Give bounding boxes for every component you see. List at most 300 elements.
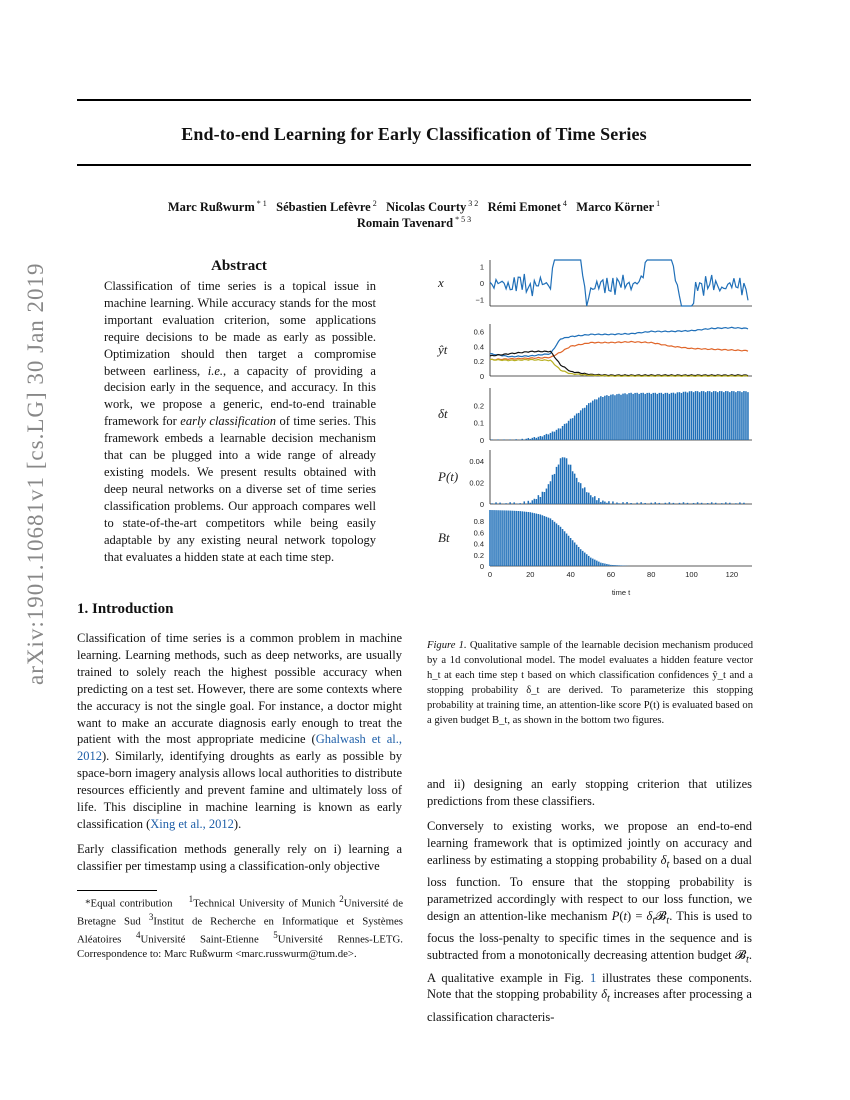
bar xyxy=(711,502,713,504)
bar xyxy=(578,547,580,566)
bar xyxy=(614,395,616,440)
bar xyxy=(544,492,546,504)
x-axis-label: x xyxy=(438,275,444,290)
bar xyxy=(503,439,505,440)
bar xyxy=(743,391,745,440)
bar xyxy=(669,502,671,504)
bar xyxy=(574,542,576,566)
figure-1 xyxy=(424,258,764,608)
y-tick-label: −1 xyxy=(475,295,484,305)
bar xyxy=(586,405,588,440)
top-rule xyxy=(77,99,751,101)
bar xyxy=(727,391,729,440)
bar xyxy=(574,474,576,504)
bar xyxy=(610,565,612,566)
bar xyxy=(497,510,499,566)
p-axis-label: P(t) xyxy=(438,469,459,484)
bar xyxy=(580,410,582,440)
bar xyxy=(661,393,663,440)
bar xyxy=(536,514,538,566)
y-tick-label: 0.2 xyxy=(473,550,484,560)
bar xyxy=(534,499,536,504)
bar xyxy=(608,564,610,566)
y-tick-label: 0.02 xyxy=(469,478,484,488)
bar xyxy=(632,394,634,440)
bar xyxy=(626,502,628,504)
bar xyxy=(600,563,602,566)
bar xyxy=(582,551,584,566)
bar xyxy=(511,511,513,566)
y-tick-label: 0.2 xyxy=(473,401,484,411)
x-tick-label: 120 xyxy=(725,570,739,579)
bar xyxy=(560,458,562,504)
bar xyxy=(731,391,733,440)
bar xyxy=(592,559,594,566)
bar xyxy=(693,392,695,440)
bar xyxy=(711,392,713,440)
bar xyxy=(695,391,697,440)
figure-ref-link[interactable]: 1 xyxy=(589,970,597,985)
bar xyxy=(630,503,632,504)
bar xyxy=(526,512,528,566)
bar xyxy=(659,393,661,440)
bar xyxy=(524,501,526,504)
author-affiliation-marker: * 5 3 xyxy=(453,215,472,224)
author-affiliation-marker: 1 xyxy=(654,199,661,208)
bar xyxy=(574,416,576,440)
y-tick-label: 0.6 xyxy=(473,327,484,337)
title-rule xyxy=(77,164,751,166)
bar xyxy=(652,393,654,440)
bar xyxy=(509,502,511,504)
bar xyxy=(550,518,552,566)
bar xyxy=(739,391,741,440)
bar xyxy=(566,458,568,504)
bar xyxy=(705,392,707,440)
bar xyxy=(693,503,695,504)
bar xyxy=(725,391,727,440)
bar xyxy=(540,514,542,566)
author-list xyxy=(77,199,751,215)
bar xyxy=(701,503,703,504)
bar xyxy=(669,394,671,440)
bar xyxy=(521,511,523,566)
bar xyxy=(564,531,566,566)
bar xyxy=(560,527,562,566)
bar xyxy=(499,503,501,504)
bar xyxy=(598,562,600,566)
y-tick-label: 1 xyxy=(479,262,484,272)
bar xyxy=(576,414,578,441)
bar xyxy=(741,392,743,440)
bar xyxy=(584,553,586,566)
bar xyxy=(562,457,564,504)
bar xyxy=(536,438,538,440)
x-axis-title: time t xyxy=(611,588,631,597)
series-line-x xyxy=(490,260,748,306)
bar xyxy=(526,439,528,440)
y-tick-label: 0 xyxy=(479,436,484,445)
bar xyxy=(655,502,657,504)
bar xyxy=(566,534,568,566)
y-tick-label: 0.1 xyxy=(473,418,484,428)
bar xyxy=(550,433,552,440)
bar xyxy=(521,439,523,440)
bar xyxy=(608,396,610,440)
bar xyxy=(513,511,515,566)
bar xyxy=(568,465,570,504)
author-name: Marco Körner xyxy=(576,200,655,215)
bar xyxy=(592,497,594,504)
bar xyxy=(513,502,515,504)
series-line-class-black xyxy=(490,351,748,376)
bar xyxy=(681,393,683,440)
bar xyxy=(491,510,493,566)
bar xyxy=(691,391,693,440)
bar xyxy=(687,503,689,504)
bar xyxy=(659,503,661,504)
x-tick-label: 100 xyxy=(685,570,698,579)
bar xyxy=(562,529,564,566)
bar xyxy=(570,538,572,566)
series-line-class-orange xyxy=(490,341,748,359)
bar xyxy=(610,395,612,440)
bar xyxy=(604,564,606,566)
bar xyxy=(588,493,590,504)
bar xyxy=(590,403,592,440)
y-tick-label: 0.4 xyxy=(473,342,484,352)
y-tick-label: 0 xyxy=(479,279,484,288)
bar xyxy=(594,560,596,566)
bar xyxy=(538,514,540,566)
bar xyxy=(618,503,620,504)
right-column-text: and ii) designing an early stopping criterion that utilizes predictions from these classifiers. Conversely to existing works, we propose an end-to-end learning framework that is optimized jointly on accuracy and earliness by estimating a stopping probability $\delta_t$ based on a dual loss function. To ensure that the stopping probability is parametrized accordingly with respect to our loss function, we design an attention-like mechanism $P(t) = \delta_t𝓑_t$. This is used to focus the loss-penalty to specific times in the sequence and is subtracted from a monotonically decreasing attention budget 𝓑$_t$. A qualitative example in Fig. 1 illustrates these components. Note that the stopping probability $\delta_t$ increases after processing a classification characteris- xyxy=(427,777,752,1024)
author-name: Romain Tavenard xyxy=(356,216,454,231)
bar xyxy=(564,457,566,504)
bar xyxy=(689,391,691,440)
bar xyxy=(552,520,554,566)
bar xyxy=(499,510,501,566)
bar xyxy=(673,503,675,504)
bar xyxy=(568,536,570,566)
bar xyxy=(542,436,544,440)
bar xyxy=(618,565,620,566)
bar xyxy=(517,511,519,566)
bar xyxy=(715,503,717,504)
figure-caption: Figure 1. Qualitative sample of the learnable decision mechanism produced by a 1d convolutional model. The model evaluates a hidden feature vector h_t at each time step t based on which classification confidences ŷ_t and a stopping probability δ_t are derived. To parameterize this stopping probability at training time, an attention-like score P(t) is evaluated based on a given budget B_t, as shown in the bottom two figures. xyxy=(427,640,753,726)
bar xyxy=(546,489,548,504)
bar xyxy=(721,391,723,440)
bar xyxy=(528,501,530,504)
bar xyxy=(532,513,534,566)
bar xyxy=(546,434,548,440)
section-heading-introduction: 1. Introduction xyxy=(77,601,174,617)
bar xyxy=(596,500,598,504)
bar xyxy=(622,394,624,440)
citation-link[interactable]: Xing et al., 2012 xyxy=(150,816,234,831)
bar xyxy=(534,437,536,440)
bar xyxy=(598,498,600,504)
bar xyxy=(491,439,493,440)
bar xyxy=(640,393,642,440)
bar xyxy=(624,393,626,440)
bar xyxy=(515,439,517,440)
bar xyxy=(586,554,588,566)
bar xyxy=(542,515,544,566)
bar xyxy=(505,510,507,566)
bar xyxy=(536,499,538,504)
bar xyxy=(497,439,499,440)
bar xyxy=(685,392,687,440)
bar xyxy=(622,502,624,504)
bar xyxy=(602,501,604,504)
bar xyxy=(588,403,590,440)
bar xyxy=(580,483,582,504)
author-affiliation-marker: 3 2 xyxy=(466,199,479,208)
bar xyxy=(665,503,667,504)
bar xyxy=(596,399,598,440)
bar xyxy=(562,426,564,440)
bar xyxy=(644,503,646,504)
author-affiliation-marker: 4 xyxy=(560,199,567,208)
bar xyxy=(650,503,652,504)
bar xyxy=(558,465,560,504)
bar xyxy=(586,492,588,504)
bar xyxy=(580,549,582,566)
bar xyxy=(703,391,705,440)
bar xyxy=(646,393,648,440)
author-name: Rémi Emonet xyxy=(487,200,561,215)
bar xyxy=(612,394,614,440)
bar xyxy=(673,393,675,440)
bar xyxy=(588,556,590,566)
bar xyxy=(590,495,592,504)
bar xyxy=(524,512,526,566)
bar xyxy=(582,488,584,504)
bar xyxy=(570,465,572,504)
bar xyxy=(612,501,614,504)
bar xyxy=(538,437,540,440)
figure-1-plot xyxy=(424,258,764,603)
bar xyxy=(566,423,568,440)
bar xyxy=(707,503,709,504)
bar xyxy=(636,503,638,504)
y-tick-label: 0.8 xyxy=(473,517,484,527)
bar xyxy=(570,419,572,440)
bar xyxy=(679,503,681,504)
bar xyxy=(606,395,608,440)
bar xyxy=(548,518,550,566)
y-tick-label: 0 xyxy=(479,500,484,509)
bar xyxy=(544,516,546,566)
bar xyxy=(612,565,614,566)
bar xyxy=(507,511,509,567)
bar xyxy=(560,429,562,440)
bar xyxy=(489,510,491,566)
bar xyxy=(572,418,574,440)
bar xyxy=(554,522,556,566)
bar xyxy=(515,511,517,566)
bar xyxy=(540,436,542,440)
bar xyxy=(687,393,689,440)
y-tick-label: 0 xyxy=(479,562,484,571)
bar xyxy=(594,496,596,504)
bar xyxy=(556,467,558,504)
bar xyxy=(679,392,681,440)
bar xyxy=(495,502,497,504)
bar xyxy=(532,500,534,504)
bar xyxy=(663,394,665,440)
bar xyxy=(630,393,632,440)
bar xyxy=(491,503,493,504)
bar xyxy=(604,502,606,504)
paper-title: End-to-end Learning for Early Classification of Time Series xyxy=(181,124,647,144)
bar xyxy=(493,510,495,566)
author-list-line2 xyxy=(77,215,751,231)
bar xyxy=(532,438,534,440)
bar xyxy=(743,503,745,504)
bar xyxy=(636,393,638,440)
bar xyxy=(576,545,578,566)
bar xyxy=(628,393,630,440)
bar xyxy=(648,393,650,440)
bar xyxy=(620,565,622,566)
bar xyxy=(655,393,657,440)
bar xyxy=(675,394,677,440)
bar xyxy=(729,503,731,504)
bar xyxy=(699,392,701,440)
bar xyxy=(540,497,542,504)
author-affiliation-marker: * 1 xyxy=(254,199,267,208)
bar xyxy=(572,540,574,566)
bar xyxy=(614,565,616,566)
bar xyxy=(616,394,618,440)
bar xyxy=(582,408,584,440)
x-tick-label: 0 xyxy=(487,570,493,579)
bar xyxy=(600,502,602,504)
bar xyxy=(606,503,608,504)
bar xyxy=(538,495,540,504)
bar xyxy=(576,478,578,504)
bar xyxy=(739,502,741,504)
bar xyxy=(578,482,580,504)
bar xyxy=(721,503,723,504)
bar xyxy=(715,391,717,440)
bar xyxy=(519,511,521,566)
bar xyxy=(634,393,636,440)
bar xyxy=(713,391,715,440)
bar xyxy=(554,432,556,440)
bar xyxy=(528,438,530,440)
citation-link[interactable]: Ghalwash et al., 2012 xyxy=(77,732,402,764)
y-tick-label: 0.04 xyxy=(469,456,484,466)
bar xyxy=(667,393,669,440)
footnotes: *Equal contribution $^1$Technical University of Munich $^2$Université de Bretagne Sud $^3$Institut de Recherche en Informatique et Systèmes Aléatoires $^4$Université Saint-Etienne $^5$Université Rennes-LETG. Correspondence to: Marc Rußwurm <marc.russwurm@tum.de>. xyxy=(77,894,403,960)
bar xyxy=(590,558,592,566)
y-tick-label: 0.4 xyxy=(473,539,484,549)
bar xyxy=(556,523,558,566)
arxiv-stamp: arXiv:1901.10681v1 [cs.LG] 30 Jan 2019 xyxy=(23,262,48,685)
bar xyxy=(503,510,505,566)
bar xyxy=(733,391,735,440)
bar xyxy=(604,396,606,440)
bar xyxy=(650,394,652,440)
bar xyxy=(638,394,640,440)
bar xyxy=(719,391,721,440)
bar xyxy=(556,430,558,440)
bar xyxy=(568,421,570,440)
bar xyxy=(598,398,600,441)
yhat-axis-label: ŷt xyxy=(438,342,448,357)
y-tick-label: 0 xyxy=(479,372,484,381)
bar xyxy=(505,503,507,504)
bar xyxy=(735,503,737,504)
bar xyxy=(584,408,586,440)
bar xyxy=(558,525,560,566)
intro-text: Classification of time series is a common problem in machine learning. Learning methods, such as deep networks, are usually trained to solely reach the highest possible accuracy when predicting on a test set. However, there are some contexts where the accuracy is not the single goal. For instance, a doctor might want to make an accurate diagnosis early enough to treat the patient with the most appropriate medicine (Ghalwash et al., 2012). Similarly, identifying droughts as early as possible by space-born imagery analysis allows local authorities to distribute resources efficiently and prevent famine and ultimately loss of life. This discipline in machine learning is known as early classification (Xing et al., 2012). Early classification methods generally rely on i) learning a classifier per timestamp using a classification-only objective xyxy=(77,631,402,873)
bar xyxy=(534,513,536,566)
bar xyxy=(729,392,731,440)
bar xyxy=(564,424,566,440)
bar xyxy=(600,396,602,440)
bar xyxy=(530,503,532,504)
bar xyxy=(642,393,644,440)
bar xyxy=(594,399,596,440)
bar xyxy=(606,564,608,566)
x-tick-label: 60 xyxy=(606,570,616,579)
bar xyxy=(546,517,548,566)
bar xyxy=(554,474,556,504)
bar xyxy=(725,502,727,504)
bar xyxy=(709,391,711,440)
bar xyxy=(683,392,685,440)
bar xyxy=(640,502,642,504)
bar xyxy=(723,392,725,440)
author-name: Marc Rußwurm xyxy=(167,200,255,215)
bar xyxy=(697,391,699,440)
bar xyxy=(509,439,511,440)
bar xyxy=(530,512,532,566)
bar xyxy=(548,434,550,440)
bar xyxy=(552,432,554,441)
bar xyxy=(578,413,580,440)
bar xyxy=(735,392,737,440)
bar xyxy=(618,394,620,440)
bar xyxy=(550,481,552,504)
bar xyxy=(596,561,598,566)
bar xyxy=(548,484,550,504)
bar xyxy=(542,492,544,504)
bar xyxy=(717,392,719,440)
bar xyxy=(747,392,749,440)
bar xyxy=(519,503,521,504)
bar xyxy=(644,394,646,440)
bar xyxy=(552,475,554,504)
author-name: Sébastien Lefèvre xyxy=(276,200,371,215)
bar xyxy=(530,439,532,440)
bar xyxy=(657,394,659,440)
series-line-class-yellow xyxy=(490,359,748,376)
author-affiliation-marker: 2 xyxy=(370,199,377,208)
bar xyxy=(495,510,497,566)
footnote-rule xyxy=(77,890,157,891)
bar xyxy=(737,391,739,440)
bar xyxy=(501,510,503,566)
x-tick-label: 80 xyxy=(647,570,656,579)
bar xyxy=(509,511,511,566)
y-tick-label: 0.6 xyxy=(473,528,484,538)
bar xyxy=(745,391,747,440)
